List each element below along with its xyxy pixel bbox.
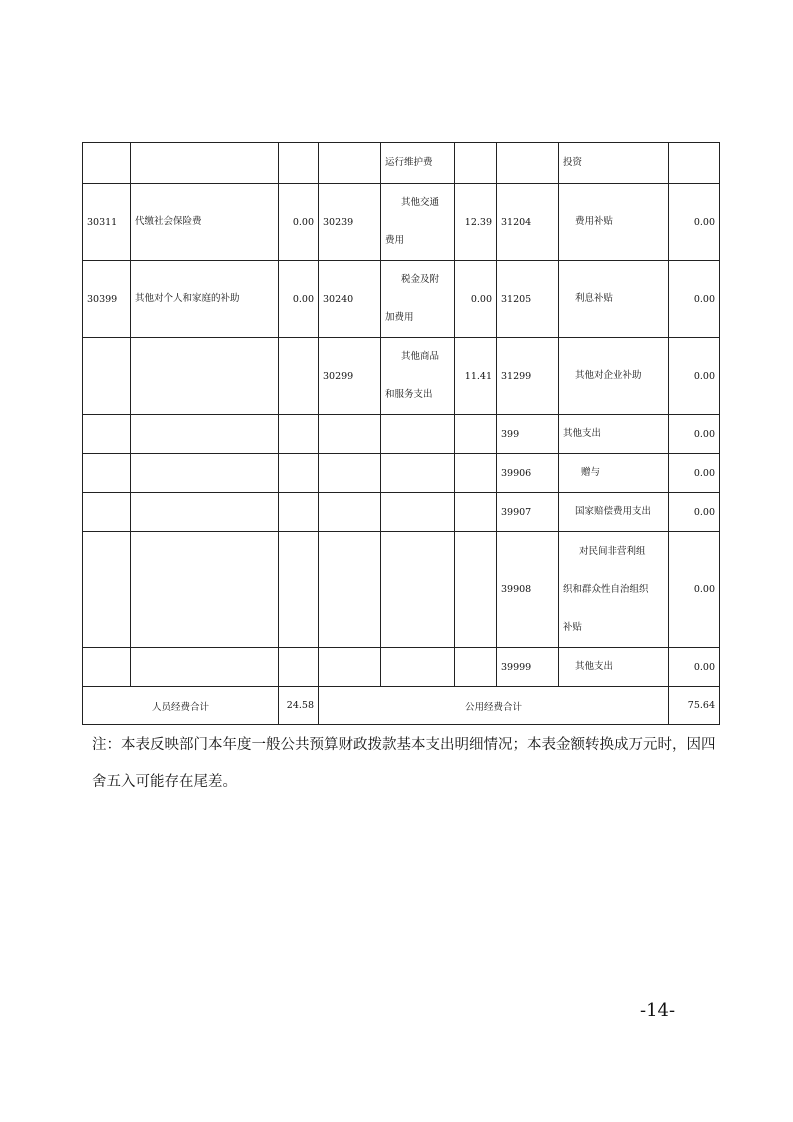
table-row	[83, 532, 720, 648]
table-cell	[381, 493, 455, 532]
table-cell	[381, 648, 455, 687]
page-number: -14-	[640, 1000, 676, 1021]
table-cell-name: 代缴社会保险费	[131, 184, 279, 261]
table-cell	[319, 493, 381, 532]
table-cell	[83, 143, 131, 184]
table-cell-name: 赠与	[559, 454, 669, 493]
name-line: 费用	[385, 235, 405, 246]
table-cell	[83, 454, 131, 493]
table-cell	[455, 454, 497, 493]
table-cell-code: 39907	[497, 493, 559, 532]
table-cell	[83, 532, 131, 648]
table-cell-name: 其他支出	[559, 415, 669, 454]
table-cell	[497, 143, 559, 184]
table-cell	[455, 143, 497, 184]
table-row	[83, 143, 720, 184]
table-cell-value: 0.00	[669, 415, 720, 454]
table-row	[83, 184, 720, 261]
table-cell	[279, 493, 319, 532]
table-cell	[455, 532, 497, 648]
table-cell-name: 投资	[559, 143, 669, 184]
table-cell-value: 0.00	[669, 454, 720, 493]
table-cell-code: 30399	[83, 261, 131, 338]
table-cell-value: 0.00	[455, 261, 497, 338]
personnel-total-value: 24.58	[279, 687, 319, 725]
table-cell	[83, 415, 131, 454]
name-line: 织和群众性自治组织	[563, 583, 649, 595]
table-cell	[83, 648, 131, 687]
table-cell-name	[131, 338, 279, 415]
table-cell-value: 0.00	[279, 184, 319, 261]
table-cell-value	[279, 338, 319, 415]
table-cell	[131, 415, 279, 454]
public-total-label: 公用经费合计	[319, 687, 669, 725]
table-cell	[455, 493, 497, 532]
table-cell	[381, 415, 455, 454]
table-cell	[319, 415, 381, 454]
table-cell	[381, 532, 455, 648]
table-cell	[279, 415, 319, 454]
table-cell-name	[381, 184, 455, 261]
table-cell-value: 0.00	[669, 532, 720, 648]
totals-row	[83, 687, 720, 725]
table-cell-value: 11.41	[455, 338, 497, 415]
table-cell	[131, 454, 279, 493]
name-line: 其他交通	[401, 197, 440, 208]
table-cell-code	[83, 338, 131, 415]
table-cell	[319, 454, 381, 493]
table-cell-value: 0.00	[669, 184, 720, 261]
table-cell	[279, 648, 319, 687]
table-row	[83, 415, 720, 454]
table-cell	[131, 532, 279, 648]
table-cell-name: 运行维护费	[381, 143, 455, 184]
table-row	[83, 454, 720, 493]
table-cell	[319, 648, 381, 687]
table-row	[83, 493, 720, 532]
public-total-value: 75.64	[669, 687, 720, 725]
budget-expenditure-table	[82, 142, 720, 725]
table-cell-name: 利息补贴	[559, 261, 669, 338]
table-note: 注：本表反映部门本年度一般公共预算财政拨款基本支出明细情况；本表金额转换成万元时，因四舍五入可能存在尾差。	[92, 737, 716, 790]
table-cell-code: 39906	[497, 454, 559, 493]
table-cell-code: 31205	[497, 261, 559, 338]
table-cell-name: 其他对企业补助	[559, 338, 669, 415]
table-cell-code: 30299	[319, 338, 381, 415]
table-cell-code: 30311	[83, 184, 131, 261]
name-line: 加费用	[385, 312, 414, 323]
name-line: 对民间非营利组	[579, 545, 646, 557]
name-line: 补贴	[563, 621, 583, 633]
table-cell-name	[559, 532, 669, 648]
table-row	[83, 261, 720, 338]
table-cell	[319, 143, 381, 184]
table-cell-value: 0.00	[669, 338, 720, 415]
table-cell-name	[381, 338, 455, 415]
table-cell-value: 0.00	[279, 261, 319, 338]
table-cell	[669, 143, 720, 184]
table-cell-code: 30239	[319, 184, 381, 261]
table-cell-code: 31204	[497, 184, 559, 261]
personnel-total-label: 人员经费合计	[83, 687, 279, 725]
table-cell-value: 0.00	[669, 493, 720, 532]
table-cell	[381, 454, 455, 493]
table-cell-name: 其他对个人和家庭的补助	[131, 261, 279, 338]
table-cell-code: 39908	[497, 532, 559, 648]
table-cell-name: 国家赔偿费用支出	[559, 493, 669, 532]
table-cell	[455, 648, 497, 687]
table-cell	[319, 532, 381, 648]
table-cell	[131, 648, 279, 687]
table-row	[83, 648, 720, 687]
table-cell	[279, 532, 319, 648]
table-cell-code: 30240	[319, 261, 381, 338]
table-cell-code: 31299	[497, 338, 559, 415]
table-cell-value: 12.39	[455, 184, 497, 261]
name-line: 税金及附	[401, 274, 440, 285]
table-row	[83, 338, 720, 415]
table-cell-name: 其他支出	[559, 648, 669, 687]
table-cell-name: 费用补贴	[559, 184, 669, 261]
table-cell	[131, 143, 279, 184]
table-cell-name	[381, 261, 455, 338]
name-line: 和服务支出	[385, 389, 433, 400]
table-cell-code: 39999	[497, 648, 559, 687]
table-cell-code: 399	[497, 415, 559, 454]
table-cell-value: 0.00	[669, 261, 720, 338]
table-cell	[455, 415, 497, 454]
table-cell	[131, 493, 279, 532]
table-cell	[279, 143, 319, 184]
table-cell	[83, 493, 131, 532]
name-line: 其他商品	[401, 351, 440, 362]
table-cell-value: 0.00	[669, 648, 720, 687]
table-cell	[279, 454, 319, 493]
